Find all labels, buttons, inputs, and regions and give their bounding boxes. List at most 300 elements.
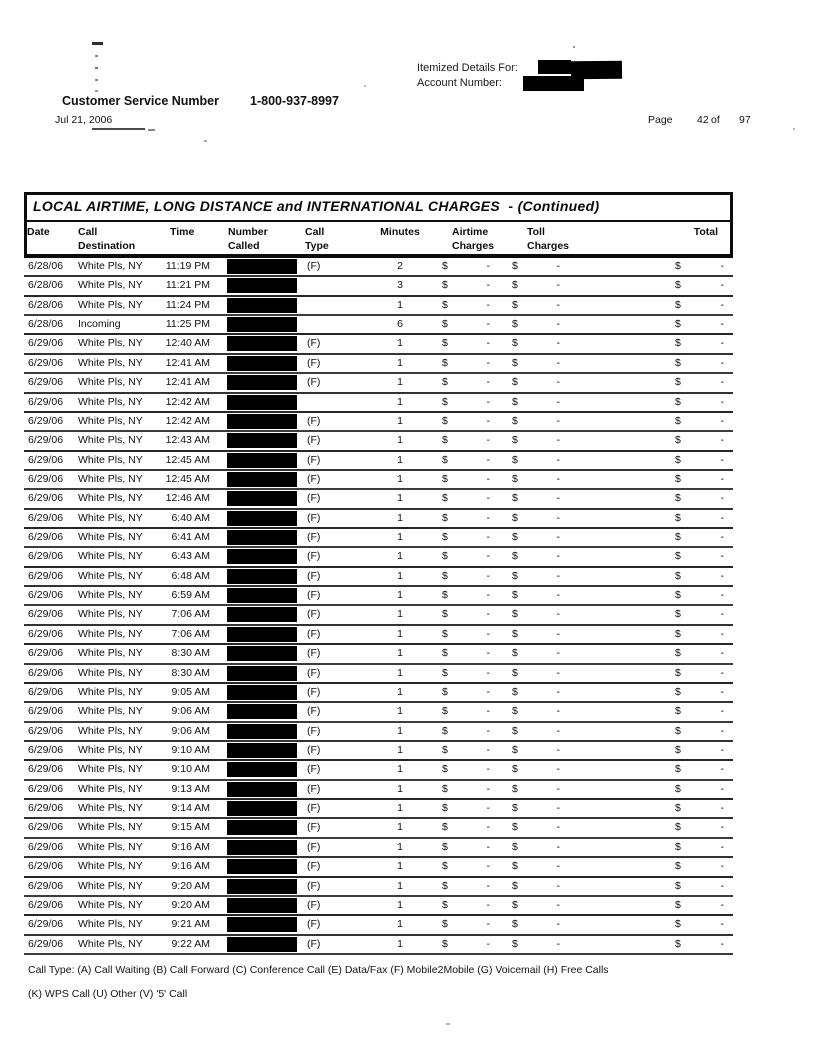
airtime-currency-symbol: $ — [442, 705, 448, 718]
airtime-amount: - — [486, 918, 490, 931]
airtime-currency-symbol: $ — [442, 685, 448, 698]
redacted-number-called — [227, 356, 297, 371]
airtime-currency-symbol: $ — [442, 511, 448, 524]
airtime-amount: - — [486, 492, 490, 505]
call-minutes: 1 — [397, 840, 403, 853]
total-currency-symbol: $ — [675, 376, 681, 389]
airtime-currency-symbol: $ — [442, 260, 448, 272]
call-destination: White Pls, NY — [78, 860, 143, 873]
call-time: 6:48 AM — [171, 569, 210, 582]
call-minutes: 1 — [397, 724, 403, 737]
scan-artifact — [95, 79, 98, 81]
redacted-number-called — [227, 937, 297, 952]
call-date: 6/29/06 — [28, 743, 64, 756]
airtime-currency-symbol: $ — [442, 298, 448, 311]
account-number-label: Account Number: — [417, 77, 502, 89]
redacted-account-number — [523, 76, 584, 91]
airtime-amount: - — [486, 279, 490, 292]
call-destination: White Pls, NY — [78, 492, 143, 505]
toll-currency-symbol: $ — [512, 782, 518, 795]
table-row — [24, 742, 733, 761]
table-row — [24, 781, 733, 800]
total-currency-symbol: $ — [675, 434, 681, 447]
toll-amount: - — [556, 531, 560, 544]
table-row — [24, 510, 733, 529]
call-type: (F) — [307, 511, 321, 524]
call-date: 6/28/06 — [28, 279, 64, 292]
redacted-number-called — [227, 317, 297, 332]
call-minutes: 1 — [397, 492, 403, 505]
redacted-number-called — [227, 395, 297, 410]
call-minutes: 3 — [397, 279, 403, 292]
customer-service-label: Customer Service Number — [62, 94, 220, 108]
redacted-number-called — [227, 859, 297, 874]
column-header-toll-charges: Toll Charges — [527, 226, 570, 252]
call-time: 6:40 AM — [171, 511, 210, 524]
call-time: 7:06 AM — [171, 627, 210, 640]
call-type: (F) — [307, 492, 321, 505]
call-date: 6/29/06 — [28, 685, 64, 698]
toll-currency-symbol: $ — [512, 898, 518, 911]
toll-currency-symbol: $ — [512, 608, 518, 621]
total-currency-symbol: $ — [675, 550, 681, 563]
call-minutes: 1 — [397, 569, 403, 582]
airtime-amount: - — [486, 531, 490, 544]
toll-amount: - — [556, 414, 560, 427]
customer-service-number: 1-800-937-8997 — [250, 94, 339, 108]
total-amount: - — [720, 821, 724, 834]
call-date: 6/29/06 — [28, 898, 64, 911]
toll-amount: - — [556, 666, 560, 679]
redacted-number-called — [227, 762, 297, 777]
toll-currency-symbol: $ — [512, 318, 518, 331]
table-row — [24, 665, 733, 684]
total-currency-symbol: $ — [675, 492, 681, 505]
call-date: 6/29/06 — [28, 627, 64, 640]
table-title-divider — [26, 220, 731, 222]
total-amount: - — [720, 705, 724, 718]
airtime-amount: - — [486, 511, 490, 524]
call-time: 9:05 AM — [171, 685, 210, 698]
airtime-currency-symbol: $ — [442, 608, 448, 621]
call-destination: White Pls, NY — [78, 685, 143, 698]
call-destination: White Pls, NY — [78, 937, 143, 950]
call-date: 6/29/06 — [28, 531, 64, 544]
call-date: 6/29/06 — [28, 453, 64, 466]
call-destination: White Pls, NY — [78, 434, 143, 447]
call-minutes: 1 — [397, 356, 403, 369]
toll-amount: - — [556, 376, 560, 389]
table-row — [24, 355, 733, 374]
airtime-amount: - — [486, 763, 490, 776]
call-destination: White Pls, NY — [78, 705, 143, 718]
call-type: (F) — [307, 666, 321, 679]
call-destination: White Pls, NY — [78, 511, 143, 524]
total-amount: - — [720, 472, 724, 485]
airtime-amount: - — [486, 434, 490, 447]
total-amount: - — [720, 840, 724, 853]
table-row — [24, 878, 733, 897]
total-amount: - — [720, 608, 724, 621]
toll-currency-symbol: $ — [512, 840, 518, 853]
toll-currency-symbol: $ — [512, 434, 518, 447]
toll-currency-symbol: $ — [512, 743, 518, 756]
toll-amount: - — [556, 937, 560, 950]
call-destination: White Pls, NY — [78, 724, 143, 737]
total-amount: - — [720, 376, 724, 389]
call-date: 6/29/06 — [28, 492, 64, 505]
call-type-legend-line2: (K) WPS Call (U) Other (V) '5' Call — [28, 988, 188, 1000]
call-destination: White Pls, NY — [78, 260, 143, 272]
toll-currency-symbol: $ — [512, 763, 518, 776]
call-time: 6:59 AM — [171, 589, 210, 602]
toll-currency-symbol: $ — [512, 279, 518, 292]
call-type: (F) — [307, 840, 321, 853]
call-time: 9:15 AM — [171, 821, 210, 834]
call-minutes: 1 — [397, 589, 403, 602]
call-date: 6/29/06 — [28, 821, 64, 834]
call-time: 11:25 PM — [165, 318, 210, 331]
call-minutes: 1 — [397, 434, 403, 447]
total-currency-symbol: $ — [675, 531, 681, 544]
table-row — [24, 471, 733, 490]
airtime-currency-symbol: $ — [442, 743, 448, 756]
call-date: 6/29/06 — [28, 472, 64, 485]
call-destination: White Pls, NY — [78, 608, 143, 621]
redacted-number-called — [227, 898, 297, 913]
toll-currency-symbol: $ — [512, 260, 518, 272]
toll-amount: - — [556, 821, 560, 834]
total-currency-symbol: $ — [675, 472, 681, 485]
toll-amount: - — [556, 298, 560, 311]
total-amount: - — [720, 434, 724, 447]
column-header-call-destination: Call Destination — [78, 226, 136, 252]
toll-currency-symbol: $ — [512, 414, 518, 427]
total-amount: - — [720, 879, 724, 892]
airtime-currency-symbol: $ — [442, 395, 448, 408]
total-amount: - — [720, 685, 724, 698]
call-type: (F) — [307, 724, 321, 737]
airtime-currency-symbol: $ — [442, 898, 448, 911]
call-destination: White Pls, NY — [78, 782, 143, 795]
toll-amount: - — [556, 724, 560, 737]
call-time: 9:10 AM — [171, 743, 210, 756]
total-currency-symbol: $ — [675, 705, 681, 718]
total-currency-symbol: $ — [675, 298, 681, 311]
airtime-currency-symbol: $ — [442, 763, 448, 776]
redacted-number-called — [227, 433, 297, 448]
call-minutes: 1 — [397, 627, 403, 640]
call-destination: White Pls, NY — [78, 356, 143, 369]
table-row — [24, 374, 733, 393]
call-minutes: 1 — [397, 647, 403, 660]
airtime-amount: - — [486, 627, 490, 640]
call-minutes: 1 — [397, 550, 403, 563]
airtime-amount: - — [486, 685, 490, 698]
toll-amount: - — [556, 318, 560, 331]
call-destination: White Pls, NY — [78, 666, 143, 679]
toll-amount: - — [556, 279, 560, 292]
call-destination: White Pls, NY — [78, 879, 143, 892]
total-amount: - — [720, 763, 724, 776]
redacted-number-called — [227, 278, 297, 293]
toll-currency-symbol: $ — [512, 705, 518, 718]
redacted-number-called — [227, 627, 297, 642]
total-amount: - — [720, 898, 724, 911]
airtime-amount: - — [486, 724, 490, 737]
call-minutes: 1 — [397, 531, 403, 544]
call-minutes: 1 — [397, 511, 403, 524]
redacted-number-called — [227, 646, 297, 661]
call-date: 6/29/06 — [28, 550, 64, 563]
call-type: (F) — [307, 337, 321, 350]
toll-currency-symbol: $ — [512, 918, 518, 931]
toll-currency-symbol: $ — [512, 376, 518, 389]
redacted-number-called — [227, 879, 297, 894]
toll-currency-symbol: $ — [512, 569, 518, 582]
call-minutes: 6 — [397, 318, 403, 331]
call-time: 11:19 PM — [165, 260, 210, 272]
airtime-amount: - — [486, 298, 490, 311]
table-row — [24, 394, 733, 413]
scan-artifact — [95, 90, 98, 92]
call-destination: White Pls, NY — [78, 453, 143, 466]
toll-currency-symbol: $ — [512, 802, 518, 815]
call-minutes: 1 — [397, 821, 403, 834]
call-minutes: 1 — [397, 705, 403, 718]
call-destination: White Pls, NY — [78, 414, 143, 427]
table-row — [24, 916, 733, 935]
call-type-legend-line1: Call Type: (A) Call Waiting (B) Call Forward (C) Conference Call (E) Data/Fax (F) Mobile2Mobile (G) Voicemail (H) Free Calls — [28, 964, 609, 976]
call-time: 12:46 AM — [165, 492, 210, 505]
total-amount: - — [720, 550, 724, 563]
total-currency-symbol: $ — [675, 724, 681, 737]
call-destination: Incoming — [78, 318, 121, 331]
call-type: (F) — [307, 453, 321, 466]
call-destination: White Pls, NY — [78, 821, 143, 834]
call-time: 9:10 AM — [171, 763, 210, 776]
total-amount: - — [720, 802, 724, 815]
airtime-currency-symbol: $ — [442, 627, 448, 640]
call-time: 12:45 AM — [165, 472, 210, 485]
airtime-currency-symbol: $ — [442, 937, 448, 950]
redacted-number-called — [227, 588, 297, 603]
call-destination: White Pls, NY — [78, 337, 143, 350]
redacted-number-called — [227, 530, 297, 545]
total-currency-symbol: $ — [675, 802, 681, 815]
call-time: 7:06 AM — [171, 608, 210, 621]
total-amount: - — [720, 318, 724, 331]
total-currency-symbol: $ — [675, 860, 681, 873]
redacted-number-called — [227, 472, 297, 487]
call-type: (F) — [307, 376, 321, 389]
total-amount: - — [720, 453, 724, 466]
airtime-amount: - — [486, 376, 490, 389]
call-date: 6/29/06 — [28, 395, 64, 408]
call-time: 12:43 AM — [165, 434, 210, 447]
call-time: 12:45 AM — [165, 453, 210, 466]
call-minutes: 1 — [397, 472, 403, 485]
call-minutes: 1 — [397, 782, 403, 795]
table-row — [24, 258, 733, 277]
toll-currency-symbol: $ — [512, 647, 518, 660]
call-type: (F) — [307, 608, 321, 621]
redacted-number-called — [227, 917, 297, 932]
toll-amount: - — [556, 743, 560, 756]
call-type: (F) — [307, 879, 321, 892]
table-row — [24, 645, 733, 664]
scan-artifact — [793, 128, 795, 130]
call-time: 11:24 PM — [165, 298, 210, 311]
call-date: 6/29/06 — [28, 666, 64, 679]
total-currency-symbol: $ — [675, 647, 681, 660]
toll-currency-symbol: $ — [512, 724, 518, 737]
call-minutes: 1 — [397, 395, 403, 408]
call-type: (F) — [307, 685, 321, 698]
table-body — [24, 258, 733, 955]
table-row — [24, 452, 733, 471]
call-date: 6/29/06 — [28, 705, 64, 718]
table-row — [24, 432, 733, 451]
call-time: 12:41 AM — [165, 376, 210, 389]
itemized-details-label: Itemized Details For: — [417, 62, 518, 74]
call-minutes: 1 — [397, 763, 403, 776]
toll-currency-symbol: $ — [512, 666, 518, 679]
airtime-amount: - — [486, 569, 490, 582]
column-header-time: Time — [170, 226, 195, 238]
airtime-currency-symbol: $ — [442, 414, 448, 427]
toll-currency-symbol: $ — [512, 879, 518, 892]
call-date: 6/29/06 — [28, 918, 64, 931]
airtime-currency-symbol: $ — [442, 802, 448, 815]
call-minutes: 1 — [397, 666, 403, 679]
total-amount: - — [720, 414, 724, 427]
toll-currency-symbol: $ — [512, 550, 518, 563]
call-destination: White Pls, NY — [78, 647, 143, 660]
call-type: (F) — [307, 647, 321, 660]
call-destination: White Pls, NY — [78, 298, 143, 311]
redacted-number-called — [227, 511, 297, 526]
airtime-amount: - — [486, 705, 490, 718]
total-amount: - — [720, 647, 724, 660]
total-amount: - — [720, 337, 724, 350]
call-type: (F) — [307, 918, 321, 931]
toll-amount: - — [556, 705, 560, 718]
toll-amount: - — [556, 879, 560, 892]
redacted-number-called — [227, 375, 297, 390]
toll-currency-symbol: $ — [512, 937, 518, 950]
call-time: 9:06 AM — [171, 724, 210, 737]
airtime-amount: - — [486, 453, 490, 466]
call-time: 9:16 AM — [171, 840, 210, 853]
toll-amount: - — [556, 550, 560, 563]
call-type: (F) — [307, 589, 321, 602]
redacted-number-called — [227, 743, 297, 758]
call-time: 12:42 AM — [165, 414, 210, 427]
call-time: 6:41 AM — [171, 531, 210, 544]
airtime-amount: - — [486, 260, 490, 272]
call-type: (F) — [307, 705, 321, 718]
toll-amount: - — [556, 685, 560, 698]
airtime-amount: - — [486, 472, 490, 485]
table-row — [24, 490, 733, 509]
toll-currency-symbol: $ — [512, 356, 518, 369]
redacted-customer-name — [538, 60, 571, 74]
airtime-currency-symbol: $ — [442, 376, 448, 389]
total-amount: - — [720, 782, 724, 795]
total-amount: - — [720, 666, 724, 679]
call-destination: White Pls, NY — [78, 472, 143, 485]
call-time: 12:41 AM — [165, 356, 210, 369]
call-time: 9:13 AM — [171, 782, 210, 795]
total-amount: - — [720, 724, 724, 737]
airtime-currency-symbol: $ — [442, 472, 448, 485]
scan-underline — [92, 128, 145, 130]
call-date: 6/29/06 — [28, 724, 64, 737]
page-of-label: of — [711, 114, 720, 126]
table-row — [24, 703, 733, 722]
call-minutes: 2 — [397, 260, 403, 272]
call-minutes: 1 — [397, 337, 403, 350]
toll-currency-symbol: $ — [512, 860, 518, 873]
call-date: 6/29/06 — [28, 840, 64, 853]
redacted-number-called — [227, 336, 297, 351]
call-minutes: 1 — [397, 453, 403, 466]
total-amount: - — [720, 298, 724, 311]
redacted-number-called — [227, 820, 297, 835]
toll-amount: - — [556, 569, 560, 582]
total-amount: - — [720, 860, 724, 873]
toll-amount: - — [556, 860, 560, 873]
airtime-currency-symbol: $ — [442, 860, 448, 873]
airtime-amount: - — [486, 608, 490, 621]
call-time: 9:21 AM — [171, 918, 210, 931]
toll-amount: - — [556, 898, 560, 911]
call-minutes: 1 — [397, 414, 403, 427]
toll-amount: - — [556, 395, 560, 408]
call-destination: White Pls, NY — [78, 918, 143, 931]
airtime-currency-symbol: $ — [442, 589, 448, 602]
total-amount: - — [720, 937, 724, 950]
table-row — [24, 277, 733, 296]
total-currency-symbol: $ — [675, 279, 681, 292]
call-time: 8:30 AM — [171, 666, 210, 679]
table-row — [24, 606, 733, 625]
table-row — [24, 316, 733, 335]
airtime-currency-symbol: $ — [442, 782, 448, 795]
toll-amount: - — [556, 260, 560, 272]
table-row — [24, 761, 733, 780]
call-time: 9:20 AM — [171, 898, 210, 911]
airtime-amount: - — [486, 860, 490, 873]
redacted-number-called — [227, 685, 297, 700]
column-header-total: Total — [693, 226, 718, 238]
toll-amount: - — [556, 472, 560, 485]
toll-currency-symbol: $ — [512, 395, 518, 408]
table-row — [24, 626, 733, 645]
toll-currency-symbol: $ — [512, 453, 518, 466]
scan-artifact — [446, 1023, 450, 1025]
call-destination: White Pls, NY — [78, 395, 143, 408]
total-currency-symbol: $ — [675, 260, 681, 272]
call-destination: White Pls, NY — [78, 802, 143, 815]
airtime-amount: - — [486, 840, 490, 853]
call-time: 9:06 AM — [171, 705, 210, 718]
call-date: 6/29/06 — [28, 782, 64, 795]
call-date: 6/29/06 — [28, 763, 64, 776]
total-currency-symbol: $ — [675, 937, 681, 950]
toll-amount: - — [556, 627, 560, 640]
